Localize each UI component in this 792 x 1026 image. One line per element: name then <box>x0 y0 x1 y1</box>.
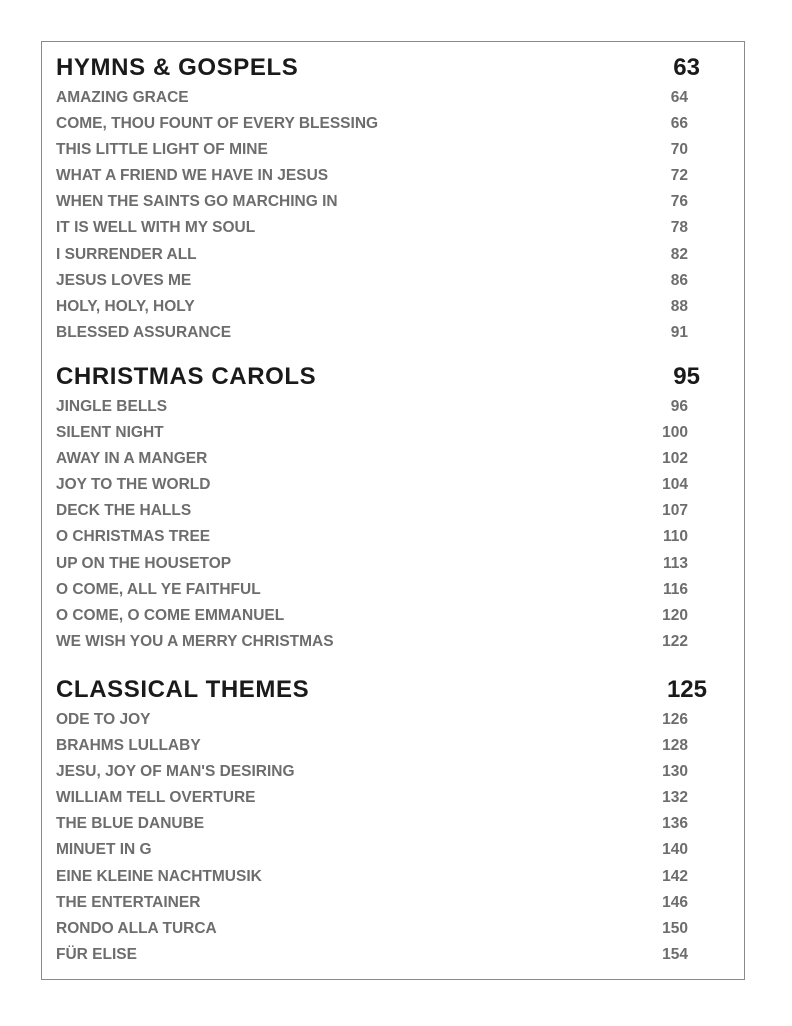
entry-title: MINUET IN G <box>56 841 152 859</box>
entry-page-number: 100 <box>662 424 688 442</box>
section-page-number: 125 <box>666 676 707 703</box>
entry-page-number: 120 <box>662 606 688 624</box>
entry-title: THE ENTERTAINER <box>56 893 201 911</box>
entry-title: SILENT NIGHT <box>56 424 164 442</box>
entry-page-number: 66 <box>670 115 688 133</box>
toc-entry[interactable] <box>56 707 726 733</box>
entry-title: BLESSED ASSURANCE <box>56 323 232 341</box>
toc-entry[interactable] <box>56 446 726 472</box>
entry-page-number: 136 <box>662 815 688 833</box>
entry-page-number: 140 <box>662 841 688 859</box>
toc-entry[interactable] <box>56 733 726 759</box>
entry-page-number: 130 <box>662 763 688 781</box>
toc-entry[interactable] <box>56 420 726 446</box>
entry-title: O COME, ALL YE FAITHFUL <box>56 580 261 598</box>
entry-title: ODE TO JOY <box>56 711 151 728</box>
entry-title: WHEN THE SAINTS GO MARCHING IN <box>56 193 338 211</box>
entry-page-number: 82 <box>670 245 688 263</box>
toc-entry[interactable] <box>56 551 726 577</box>
toc-entry[interactable] <box>56 215 726 241</box>
entry-title: JESU, JOY OF MAN'S DESIRING <box>56 763 295 781</box>
entry-list <box>56 85 726 346</box>
entry-page-number: 154 <box>662 945 688 963</box>
entry-title: UP ON THE HOUSETOP <box>56 554 232 572</box>
toc-entry[interactable] <box>56 629 726 655</box>
section-header[interactable] <box>56 362 726 392</box>
entry-title: O COME, O COME EMMANUEL <box>56 606 285 624</box>
toc-entry[interactable] <box>56 472 726 498</box>
entry-title: JINGLE BELLS <box>56 398 168 415</box>
entry-title: EINE KLEINE NACHTMUSIK <box>56 867 262 885</box>
section-page-number: 63 <box>673 54 700 81</box>
entry-page-number: 122 <box>662 632 688 650</box>
toc-entry[interactable] <box>56 242 726 268</box>
entry-page-number: 86 <box>670 271 688 289</box>
entry-page-number: 128 <box>662 737 688 755</box>
entry-page-number: 64 <box>670 89 688 106</box>
entry-page-number: 107 <box>662 502 688 520</box>
section-classical-themes <box>56 675 726 968</box>
entry-title: AWAY IN A MANGER <box>56 450 208 468</box>
section-header[interactable] <box>56 675 726 705</box>
entry-page-number: 91 <box>670 323 688 341</box>
entry-title: BRAHMS LULLABY <box>56 737 201 755</box>
section-page-number: 95 <box>673 363 700 390</box>
entry-title: O CHRISTMAS TREE <box>56 528 211 546</box>
section-title: CLASSICAL THEMES <box>56 676 310 703</box>
toc-entry[interactable] <box>56 498 726 524</box>
entry-page-number: 132 <box>662 789 688 807</box>
toc-entry[interactable] <box>56 137 726 163</box>
toc-entry[interactable] <box>56 163 726 189</box>
entry-title: JESUS LOVES ME <box>56 271 192 289</box>
entry-title: I SURRENDER ALL <box>56 245 197 263</box>
entry-page-number: 72 <box>670 167 688 185</box>
toc-entry[interactable] <box>56 111 726 137</box>
entry-title: JOY TO THE WORLD <box>56 476 211 494</box>
entry-page-number: 96 <box>670 398 688 415</box>
toc-entry[interactable] <box>56 837 726 863</box>
toc-entry[interactable] <box>56 577 726 603</box>
toc-entry[interactable] <box>56 864 726 890</box>
toc-entry[interactable] <box>56 811 726 837</box>
toc-entry[interactable] <box>56 603 726 629</box>
entry-page-number: 78 <box>670 219 688 237</box>
entry-title: HOLY, HOLY, HOLY <box>56 297 195 315</box>
toc-entry[interactable] <box>56 268 726 294</box>
toc-entry[interactable] <box>56 916 726 942</box>
entry-page-number: 146 <box>662 893 688 911</box>
section-christmas-carols <box>56 362 726 655</box>
entry-title: IT IS WELL WITH MY SOUL <box>56 219 256 237</box>
entry-page-number: 126 <box>662 711 688 728</box>
table-of-contents <box>41 41 745 980</box>
entry-page-number: 104 <box>662 476 688 494</box>
toc-entry[interactable] <box>56 942 726 968</box>
entry-page-number: 76 <box>670 193 688 211</box>
entry-list <box>56 394 726 655</box>
section-title: CHRISTMAS CAROLS <box>56 363 317 390</box>
toc-entry[interactable] <box>56 890 726 916</box>
entry-title: WE WISH YOU A MERRY CHRISTMAS <box>56 632 334 650</box>
section-hymns-gospels <box>56 53 726 346</box>
toc-entry[interactable] <box>56 85 726 111</box>
section-header[interactable] <box>56 53 726 83</box>
toc-entry[interactable] <box>56 294 726 320</box>
entry-page-number: 70 <box>670 141 688 159</box>
toc-entry[interactable] <box>56 320 726 346</box>
entry-title: THIS LITTLE LIGHT OF MINE <box>56 141 268 159</box>
entry-page-number: 113 <box>662 554 688 572</box>
entry-list <box>56 707 726 968</box>
entry-title: THE BLUE DANUBE <box>56 815 205 833</box>
toc-entry[interactable] <box>56 785 726 811</box>
entry-page-number: 150 <box>662 919 688 937</box>
entry-page-number: 142 <box>662 867 688 885</box>
toc-entry[interactable] <box>56 189 726 215</box>
entry-title: DECK THE HALLS <box>56 502 192 520</box>
entry-title: AMAZING GRACE <box>56 89 189 106</box>
toc-entry[interactable] <box>56 759 726 785</box>
entry-title: FÜR ELISE <box>56 945 137 963</box>
entry-title: WILLIAM TELL OVERTURE <box>56 789 256 807</box>
entry-title: COME, THOU FOUNT OF EVERY BLESSING <box>56 115 379 133</box>
entry-title: RONDO ALLA TURCA <box>56 919 217 937</box>
entry-title: WHAT A FRIEND WE HAVE IN JESUS <box>56 167 329 185</box>
toc-entry[interactable] <box>56 394 726 420</box>
entry-page-number: 110 <box>662 528 688 546</box>
entry-page-number: 116 <box>662 580 688 598</box>
section-title: HYMNS & GOSPELS <box>56 54 299 81</box>
toc-entry[interactable] <box>56 524 726 550</box>
entry-page-number: 102 <box>662 450 688 468</box>
entry-page-number: 88 <box>670 297 688 315</box>
